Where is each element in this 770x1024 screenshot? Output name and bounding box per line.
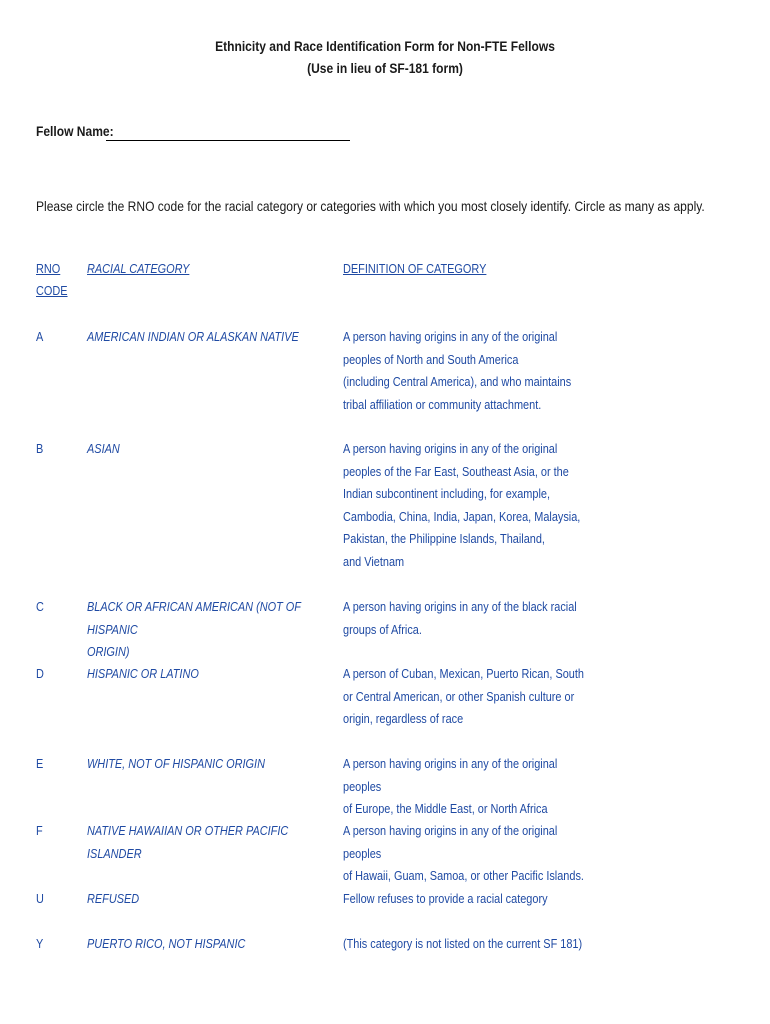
rno-code[interactable]: Y xyxy=(36,936,44,951)
category-definition: A person having origins in any of the black racial groups of Africa. xyxy=(343,599,577,637)
racial-category: ASIAN xyxy=(87,441,120,456)
header-definition: DEFINITION OF CATEGORY xyxy=(343,261,487,276)
category-definition: A person having origins in any of the original peoples of Hawaii, Guam, Samoa, or other Pacific Islands. xyxy=(343,823,584,883)
racial-category: PUERTO RICO, NOT HISPANIC xyxy=(87,936,246,951)
racial-category: NATIVE HAWAIIAN OR OTHER PACIFIC ISLANDER xyxy=(87,823,289,861)
rno-code[interactable]: U xyxy=(36,891,44,906)
rno-code[interactable]: F xyxy=(36,823,43,838)
fellow-name-label: Fellow Name: xyxy=(36,123,114,139)
category-definition: (This category is not listed on the current SF 181) xyxy=(343,936,583,951)
rno-code[interactable]: B xyxy=(36,441,44,456)
rno-code[interactable]: E xyxy=(36,756,44,771)
header-category: RACIAL CATEGORY xyxy=(87,261,190,276)
rno-code[interactable]: C xyxy=(36,599,44,614)
racial-category: AMERICAN INDIAN OR ALASKAN NATIVE xyxy=(87,329,299,344)
racial-category: BLACK OR AFRICAN AMERICAN (NOT OF HISPANIC ORIGIN) xyxy=(87,599,301,659)
form-subtitle: (Use in lieu of SF-181 form) xyxy=(307,60,463,76)
header-code xyxy=(36,258,68,302)
category-definition: A person of Cuban, Mexican, Puerto Rican, South or Central American, or other Spanish culture or origin, regardless of race xyxy=(343,666,584,726)
form-title: Ethnicity and Race Identification Form for Non-FTE Fellows xyxy=(215,38,555,54)
header-code-line1: RNO xyxy=(36,261,61,276)
category-definition: Fellow refuses to provide a racial category xyxy=(343,891,548,906)
category-definition: A person having origins in any of the original peoples of the Far East, Southeast Asia, or the Indian subcontinent including, for example, Cambodia, China, India, Japan, Korea, Malaysia, Pakistan, the Philippine Islands, Thailand, and Vietnam xyxy=(343,441,581,569)
category-definition: A person having origins in any of the original peoples of Europe, the Middle East, or North Africa xyxy=(343,756,558,816)
fellow-name-field[interactable] xyxy=(106,140,350,141)
racial-category: REFUSED xyxy=(87,891,140,906)
racial-category: HISPANIC OR LATINO xyxy=(87,666,199,681)
rno-code[interactable]: A xyxy=(36,329,44,344)
rno-code[interactable]: D xyxy=(36,666,44,681)
instructions: Please circle the RNO code for the racial category or categories with which you most closely identify. Circle as many as apply. xyxy=(36,198,705,214)
header-code-line2: CODE xyxy=(36,283,68,298)
category-definition: A person having origins in any of the original peoples of North and South America (including Central America), and who maintains tribal affiliation or community attachment. xyxy=(343,329,572,412)
racial-category: WHITE, NOT OF HISPANIC ORIGIN xyxy=(87,756,265,771)
